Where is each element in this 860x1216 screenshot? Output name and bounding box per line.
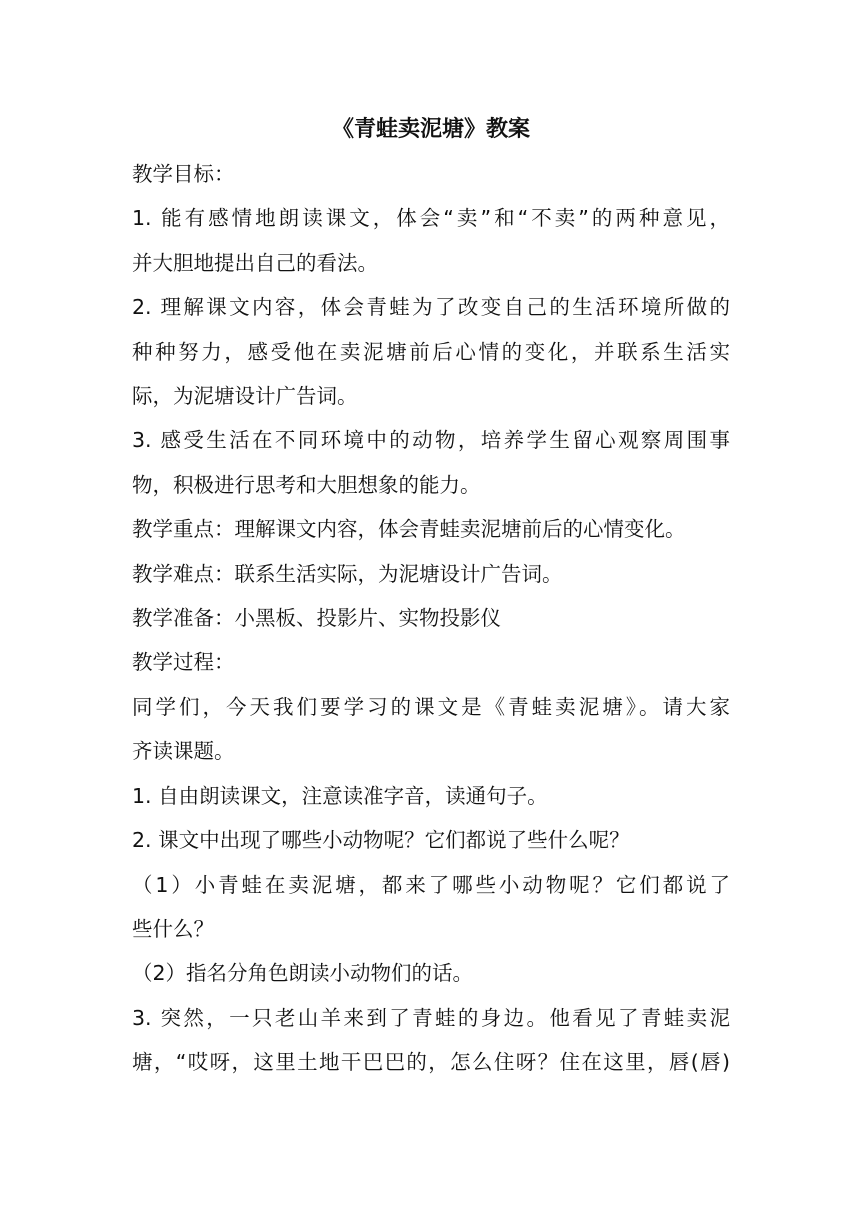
intro-line-2: 齐读课题。 xyxy=(132,739,235,764)
document-title: 《青蛙卖泥塘》教案 xyxy=(331,117,530,142)
step-2-sub-1-line-2: 些什么？ xyxy=(132,916,214,941)
step-3-line-1: 3. 突然，一只老山羊来到了青蛙的身边。他看见了青蛙卖泥 xyxy=(132,1005,730,1030)
objective-1-line-1: 1. 能有感情地朗读课文，体会“卖”和“不卖”的两种意见， xyxy=(132,206,730,231)
objective-3-line-2: 物，积极进行思考和大胆想象的能力。 xyxy=(132,472,481,497)
objective-2-line-1: 2. 理解课文内容，体会青蛙为了改变自己的生活环境所做的 xyxy=(132,295,730,320)
objective-3-line-1: 3. 感受生活在不同环境中的动物，培养学生留心观察周围事 xyxy=(132,428,730,453)
section-heading-process: 教学过程： xyxy=(132,650,235,675)
step-2-sub-2: （2）指名分角色朗读小动物们的话。 xyxy=(132,961,474,986)
step-3-line-2: 塘，“哎呀，这里土地干巴巴的，怎么住呀？住在这里，唇(唇) xyxy=(132,1050,730,1075)
intro-line-1: 同学们，今天我们要学习的课文是《青蛙卖泥塘》。请大家 xyxy=(132,694,730,719)
step-2-sub-1-line-1: （1）小青蛙在卖泥塘，都来了哪些小动物呢？它们都说了 xyxy=(132,872,730,897)
objective-1-line-2: 并大胆地提出自己的看法。 xyxy=(132,250,378,275)
document-body xyxy=(132,108,730,1085)
step-1: 1. 自由朗读课文，注意读准字音，读通句子。 xyxy=(132,783,548,808)
teaching-preparation: 教学准备：小黑板、投影片、实物投影仪 xyxy=(132,606,501,631)
key-points: 教学重点：理解课文内容，体会青蛙卖泥塘前后的心情变化。 xyxy=(132,517,686,542)
difficult-points: 教学难点：联系生活实际，为泥塘设计广告词。 xyxy=(132,561,563,586)
objective-2-line-3: 际，为泥塘设计广告词。 xyxy=(132,384,358,409)
step-2: 2. 课文中出现了哪些小动物呢？它们都说了些什么呢？ xyxy=(132,828,630,853)
section-heading-objectives: 教学目标： xyxy=(132,162,235,186)
objective-2-line-2: 种种努力，感受他在卖泥塘前后心情的变化，并联系生活实 xyxy=(132,339,730,364)
